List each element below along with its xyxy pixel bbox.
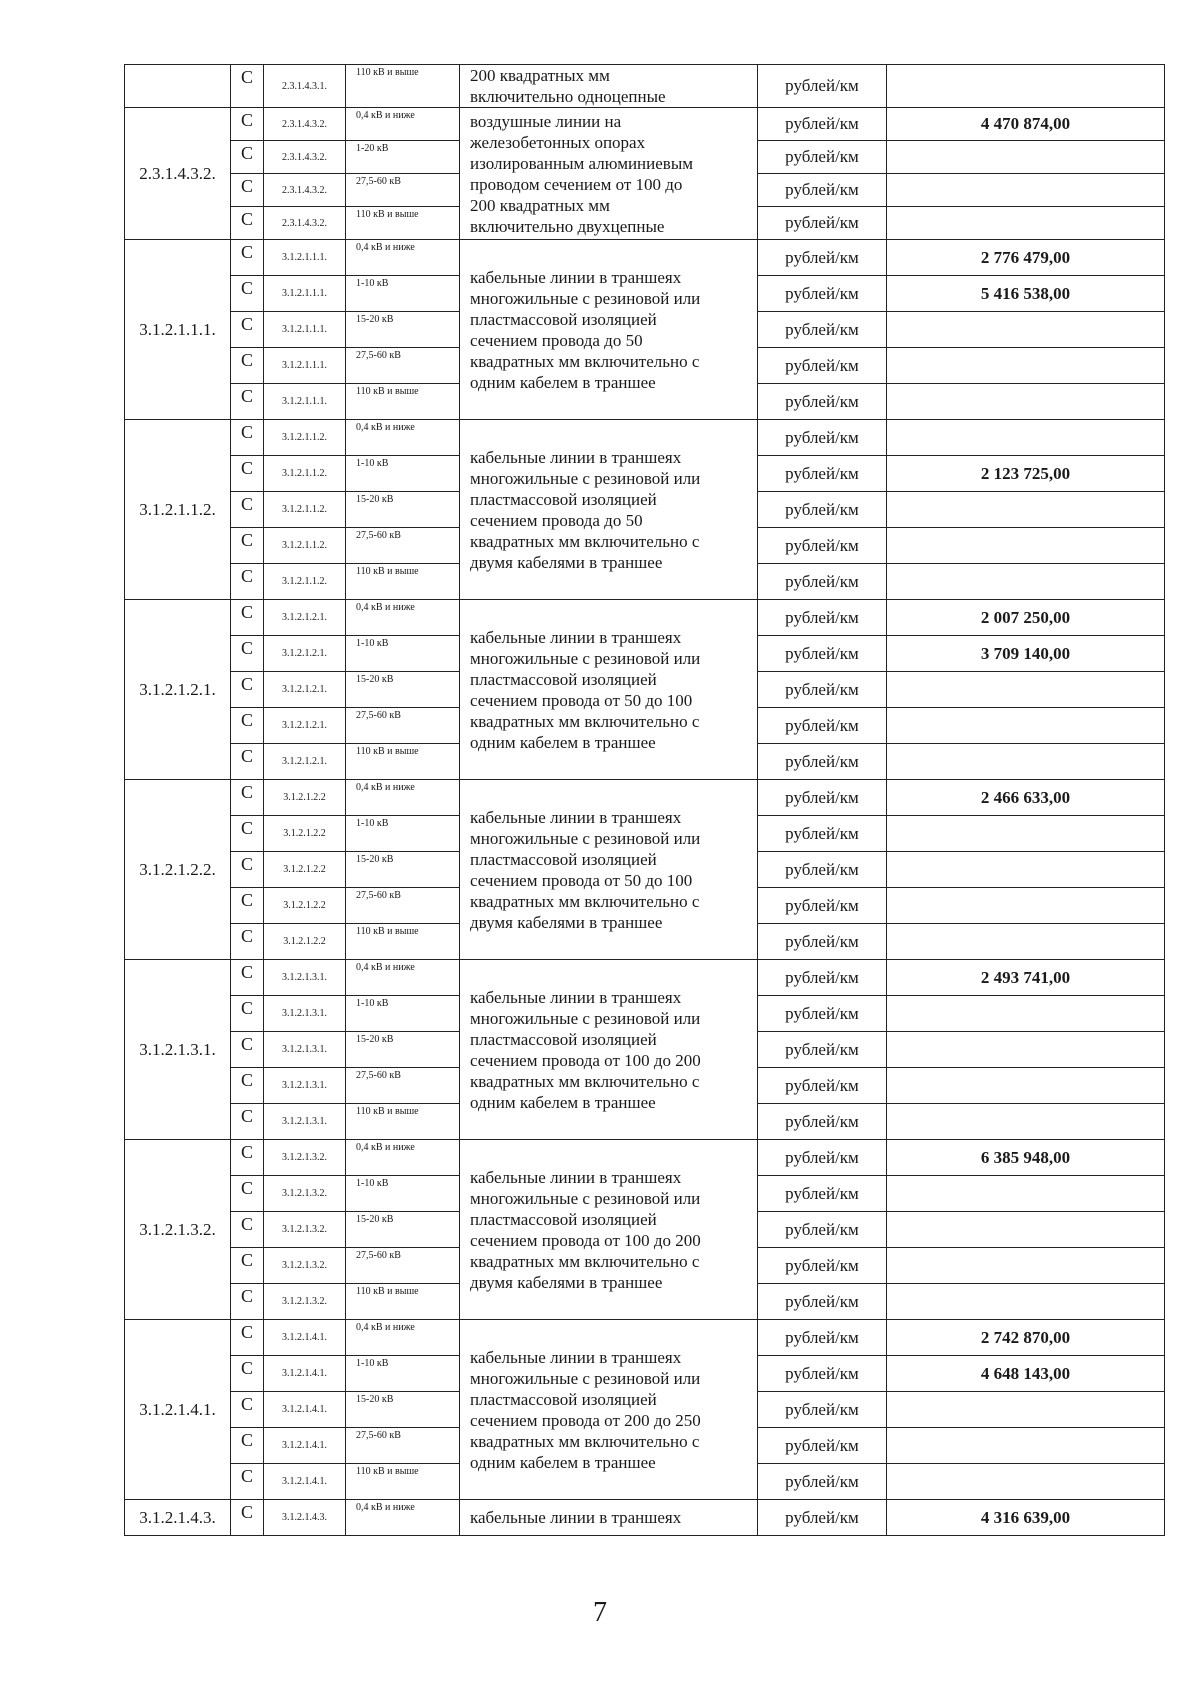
sub-code-cell: 3.1.2.1.4.1. bbox=[264, 1356, 346, 1392]
item-code-cell: 3.1.2.1.1.1. bbox=[125, 240, 231, 420]
unit-cell: рублей/км bbox=[758, 348, 887, 384]
description-line: пластмассовой изоляцией bbox=[470, 309, 657, 329]
tariff-table bbox=[124, 64, 1165, 1536]
unit-cell: рублей/км bbox=[758, 708, 887, 744]
price-value-cell: 2 742 870,00 bbox=[887, 1320, 1165, 1356]
description-cell bbox=[460, 1140, 758, 1320]
unit-cell: рублей/км bbox=[758, 276, 887, 312]
price-value-cell bbox=[887, 708, 1165, 744]
description-line: сечением провода от 50 до 100 bbox=[470, 690, 693, 710]
sub-code-cell: 3.1.2.1.4.3. bbox=[264, 1500, 346, 1536]
description-cell bbox=[460, 108, 758, 240]
sub-code-cell: 3.1.2.1.4.1. bbox=[264, 1464, 346, 1500]
description-line: кабельные линии в траншеях bbox=[470, 1167, 682, 1187]
table-row bbox=[125, 240, 1165, 276]
category-cell: С bbox=[231, 420, 264, 456]
voltage-cell: 110 кВ и выше bbox=[346, 564, 460, 600]
description-line: сечением провода от 100 до 200 bbox=[470, 1050, 701, 1070]
unit-cell: рублей/км bbox=[758, 1320, 887, 1356]
description-line: сечением провода до 50 bbox=[470, 510, 643, 530]
description-line: кабельные линии в траншеях bbox=[470, 627, 682, 647]
unit-cell: рублей/км bbox=[758, 312, 887, 348]
category-cell: С bbox=[231, 744, 264, 780]
sub-code-cell: 3.1.2.1.4.1. bbox=[264, 1392, 346, 1428]
voltage-cell: 27,5-60 кВ bbox=[346, 528, 460, 564]
item-code-cell: 2.3.1.4.3.2. bbox=[125, 108, 231, 240]
category-cell: С bbox=[231, 1392, 264, 1428]
unit-cell: рублей/км bbox=[758, 108, 887, 141]
price-value-cell: 4 470 874,00 bbox=[887, 108, 1165, 141]
description-line: многожильные с резиновой или bbox=[470, 828, 701, 848]
unit-cell: рублей/км bbox=[758, 174, 887, 207]
table-row bbox=[125, 600, 1165, 636]
voltage-cell: 0,4 кВ и ниже bbox=[346, 420, 460, 456]
category-cell: С bbox=[231, 852, 264, 888]
category-cell: С bbox=[231, 141, 264, 174]
category-cell: С bbox=[231, 1032, 264, 1068]
price-value-cell bbox=[887, 888, 1165, 924]
price-value-cell bbox=[887, 384, 1165, 420]
unit-cell: рублей/км bbox=[758, 240, 887, 276]
description-cell bbox=[460, 960, 758, 1140]
description-line: пластмассовой изоляцией bbox=[470, 489, 657, 509]
description-cell bbox=[460, 1500, 758, 1536]
unit-cell: рублей/км bbox=[758, 1500, 887, 1536]
description-line: сечением провода до 50 bbox=[470, 330, 643, 350]
item-code-cell: 3.1.2.1.3.2. bbox=[125, 1140, 231, 1320]
description-line: кабельные линии в траншеях bbox=[470, 1508, 682, 1527]
sub-code-cell: 3.1.2.1.2.2 bbox=[264, 888, 346, 924]
description-cell bbox=[460, 65, 758, 108]
category-cell: С bbox=[231, 528, 264, 564]
description-line: 200 квадратных мм bbox=[470, 66, 610, 85]
voltage-cell: 15-20 кВ bbox=[346, 312, 460, 348]
voltage-cell: 1-20 кВ bbox=[346, 141, 460, 174]
category-cell: С bbox=[231, 174, 264, 207]
voltage-cell: 1-10 кВ bbox=[346, 816, 460, 852]
category-cell: С bbox=[231, 1464, 264, 1500]
sub-code-cell: 2.3.1.4.3.2. bbox=[264, 141, 346, 174]
description-line: одним кабелем в траншее bbox=[470, 1092, 656, 1112]
description-line: 200 квадратных мм bbox=[470, 195, 610, 215]
unit-cell: рублей/км bbox=[758, 600, 887, 636]
description-line: воздушные линии на bbox=[470, 111, 622, 131]
table-row bbox=[125, 108, 1165, 141]
sub-code-cell: 3.1.2.1.1.1. bbox=[264, 276, 346, 312]
voltage-cell: 1-10 кВ bbox=[346, 1356, 460, 1392]
description-line: пластмассовой изоляцией bbox=[470, 1389, 657, 1409]
description-line: одним кабелем в траншее bbox=[470, 1452, 656, 1472]
description-cell bbox=[460, 600, 758, 780]
price-value-cell: 2 123 725,00 bbox=[887, 456, 1165, 492]
voltage-cell: 27,5-60 кВ bbox=[346, 708, 460, 744]
description-line: квадратных мм включительно с bbox=[470, 351, 700, 371]
category-cell: С bbox=[231, 207, 264, 240]
unit-cell: рублей/км bbox=[758, 996, 887, 1032]
voltage-cell: 27,5-60 кВ bbox=[346, 1068, 460, 1104]
sub-code-cell: 3.1.2.1.1.1. bbox=[264, 384, 346, 420]
unit-cell: рублей/км bbox=[758, 492, 887, 528]
description-line: двумя кабелями в траншее bbox=[470, 1272, 663, 1292]
price-value-cell bbox=[887, 207, 1165, 240]
category-cell: С bbox=[231, 1248, 264, 1284]
description-line: проводом сечением от 100 до bbox=[470, 174, 683, 194]
category-cell: С bbox=[231, 492, 264, 528]
sub-code-cell: 2.3.1.4.3.2. bbox=[264, 174, 346, 207]
sub-code-cell: 3.1.2.1.1.2. bbox=[264, 564, 346, 600]
description-line: включительно двухцепные bbox=[470, 216, 665, 236]
item-code-cell: 3.1.2.1.4.1. bbox=[125, 1320, 231, 1500]
price-value-cell bbox=[887, 1104, 1165, 1140]
unit-cell: рублей/км bbox=[758, 384, 887, 420]
unit-cell: рублей/км bbox=[758, 816, 887, 852]
table-row bbox=[125, 65, 1165, 108]
category-cell: С bbox=[231, 1212, 264, 1248]
unit-cell: рублей/км bbox=[758, 528, 887, 564]
unit-cell: рублей/км bbox=[758, 141, 887, 174]
sub-code-cell: 3.1.2.1.1.2. bbox=[264, 492, 346, 528]
category-cell: С bbox=[231, 1320, 264, 1356]
price-value-cell: 2 493 741,00 bbox=[887, 960, 1165, 996]
description-line: кабельные линии в траншеях bbox=[470, 267, 682, 287]
price-value-cell: 5 416 538,00 bbox=[887, 276, 1165, 312]
description-line: кабельные линии в траншеях bbox=[470, 1347, 682, 1367]
voltage-cell: 0,4 кВ и ниже bbox=[346, 1140, 460, 1176]
price-value-cell bbox=[887, 312, 1165, 348]
sub-code-cell: 3.1.2.1.3.1. bbox=[264, 960, 346, 996]
description-line: пластмассовой изоляцией bbox=[470, 1029, 657, 1049]
price-value-cell: 2 466 633,00 bbox=[887, 780, 1165, 816]
category-cell: С bbox=[231, 816, 264, 852]
category-cell: С bbox=[231, 1068, 264, 1104]
price-value-cell bbox=[887, 744, 1165, 780]
unit-cell: рублей/км bbox=[758, 1428, 887, 1464]
sub-code-cell: 3.1.2.1.1.2. bbox=[264, 528, 346, 564]
price-value-cell bbox=[887, 1212, 1165, 1248]
voltage-cell: 110 кВ и выше bbox=[346, 1464, 460, 1500]
voltage-cell: 27,5-60 кВ bbox=[346, 348, 460, 384]
price-value-cell bbox=[887, 420, 1165, 456]
unit-cell: рублей/км bbox=[758, 564, 887, 600]
unit-cell: рублей/км bbox=[758, 852, 887, 888]
sub-code-cell: 3.1.2.1.3.1. bbox=[264, 1068, 346, 1104]
unit-cell: рублей/км bbox=[758, 672, 887, 708]
sub-code-cell: 3.1.2.1.4.1. bbox=[264, 1320, 346, 1356]
description-line: изолированным алюминиевым bbox=[470, 153, 694, 173]
price-value-cell bbox=[887, 924, 1165, 960]
price-value-cell bbox=[887, 141, 1165, 174]
description-line: пластмассовой изоляцией bbox=[470, 669, 657, 689]
unit-cell: рублей/км bbox=[758, 1032, 887, 1068]
price-value-cell bbox=[887, 1392, 1165, 1428]
unit-cell: рублей/км bbox=[758, 1068, 887, 1104]
voltage-cell: 110 кВ и выше bbox=[346, 207, 460, 240]
category-cell: С bbox=[231, 1140, 264, 1176]
description-line: многожильные с резиновой или bbox=[470, 1368, 701, 1388]
voltage-cell: 15-20 кВ bbox=[346, 492, 460, 528]
voltage-cell: 1-10 кВ bbox=[346, 1176, 460, 1212]
unit-cell: рублей/км bbox=[758, 960, 887, 996]
description-line: железобетонных опорах bbox=[470, 132, 646, 152]
unit-cell: рублей/км bbox=[758, 420, 887, 456]
sub-code-cell: 3.1.2.1.2.2 bbox=[264, 852, 346, 888]
description-line: кабельные линии в траншеях bbox=[470, 447, 682, 467]
category-cell: С bbox=[231, 348, 264, 384]
voltage-cell: 15-20 кВ bbox=[346, 672, 460, 708]
price-value-cell bbox=[887, 1464, 1165, 1500]
page-number: 7 bbox=[593, 1597, 607, 1628]
voltage-cell: 0,4 кВ и ниже bbox=[346, 1500, 460, 1536]
category-cell: С bbox=[231, 708, 264, 744]
category-cell: С bbox=[231, 384, 264, 420]
description-cell bbox=[460, 240, 758, 420]
voltage-cell: 15-20 кВ bbox=[346, 1032, 460, 1068]
voltage-cell: 27,5-60 кВ bbox=[346, 174, 460, 207]
price-value-cell bbox=[887, 528, 1165, 564]
unit-cell: рублей/км bbox=[758, 456, 887, 492]
description-line: двумя кабелями в траншее bbox=[470, 552, 663, 572]
unit-cell: рублей/км bbox=[758, 1392, 887, 1428]
category-cell: С bbox=[231, 65, 264, 108]
voltage-cell: 110 кВ и выше bbox=[346, 924, 460, 960]
item-code-cell: 3.1.2.1.4.3. bbox=[125, 1500, 231, 1536]
description-line: пластмассовой изоляцией bbox=[470, 849, 657, 869]
item-code-cell: 3.1.2.1.2.2. bbox=[125, 780, 231, 960]
category-cell: С bbox=[231, 1500, 264, 1536]
unit-cell: рублей/км bbox=[758, 1284, 887, 1320]
sub-code-cell: 3.1.2.1.3.2. bbox=[264, 1248, 346, 1284]
price-value-cell bbox=[887, 564, 1165, 600]
sub-code-cell: 3.1.2.1.2.1. bbox=[264, 636, 346, 672]
category-cell: С bbox=[231, 276, 264, 312]
voltage-cell: 0,4 кВ и ниже bbox=[346, 108, 460, 141]
price-value-cell bbox=[887, 492, 1165, 528]
table-row bbox=[125, 1500, 1165, 1536]
price-value-cell: 2 007 250,00 bbox=[887, 600, 1165, 636]
table-row bbox=[125, 960, 1165, 996]
description-line: квадратных мм включительно с bbox=[470, 891, 700, 911]
price-value-cell bbox=[887, 1428, 1165, 1464]
description-line: квадратных мм включительно с bbox=[470, 1431, 700, 1451]
sub-code-cell: 2.3.1.4.3.2. bbox=[264, 108, 346, 141]
voltage-cell: 1-10 кВ bbox=[346, 996, 460, 1032]
price-value-cell bbox=[887, 1176, 1165, 1212]
voltage-cell: 27,5-60 кВ bbox=[346, 888, 460, 924]
category-cell: С bbox=[231, 1176, 264, 1212]
voltage-cell: 110 кВ и выше bbox=[346, 1104, 460, 1140]
sub-code-cell: 3.1.2.1.3.1. bbox=[264, 996, 346, 1032]
voltage-cell: 1-10 кВ bbox=[346, 276, 460, 312]
voltage-cell: 0,4 кВ и ниже bbox=[346, 960, 460, 996]
price-value-cell bbox=[887, 65, 1165, 108]
category-cell: С bbox=[231, 1428, 264, 1464]
voltage-cell: 110 кВ и выше bbox=[346, 65, 460, 108]
unit-cell: рублей/км bbox=[758, 1464, 887, 1500]
category-cell: С bbox=[231, 636, 264, 672]
voltage-cell: 0,4 кВ и ниже bbox=[346, 240, 460, 276]
category-cell: С bbox=[231, 888, 264, 924]
price-value-cell: 4 648 143,00 bbox=[887, 1356, 1165, 1392]
description-line: многожильные с резиновой или bbox=[470, 468, 701, 488]
unit-cell: рублей/км bbox=[758, 1248, 887, 1284]
sub-code-cell: 3.1.2.1.2.1. bbox=[264, 744, 346, 780]
sub-code-cell: 3.1.2.1.3.2. bbox=[264, 1212, 346, 1248]
description-line: квадратных мм включительно с bbox=[470, 1251, 700, 1271]
category-cell: С bbox=[231, 1104, 264, 1140]
voltage-cell: 15-20 кВ bbox=[346, 1392, 460, 1428]
unit-cell: рублей/км bbox=[758, 780, 887, 816]
voltage-cell: 0,4 кВ и ниже bbox=[346, 780, 460, 816]
tariff-table-sheet bbox=[124, 64, 1164, 1544]
description-line: пластмассовой изоляцией bbox=[470, 1209, 657, 1229]
description-cell bbox=[460, 1320, 758, 1500]
sub-code-cell: 3.1.2.1.2.1. bbox=[264, 600, 346, 636]
description-line: квадратных мм включительно с bbox=[470, 711, 700, 731]
unit-cell: рублей/км bbox=[758, 744, 887, 780]
description-cell bbox=[460, 420, 758, 600]
price-value-cell bbox=[887, 348, 1165, 384]
unit-cell: рублей/км bbox=[758, 1356, 887, 1392]
sub-code-cell: 3.1.2.1.4.1. bbox=[264, 1428, 346, 1464]
unit-cell: рублей/км bbox=[758, 1104, 887, 1140]
description-line: одним кабелем в траншее bbox=[470, 372, 656, 392]
sub-code-cell: 3.1.2.1.2.2 bbox=[264, 780, 346, 816]
price-value-cell bbox=[887, 1068, 1165, 1104]
description-line: двумя кабелями в траншее bbox=[470, 912, 663, 932]
sub-code-cell: 3.1.2.1.3.2. bbox=[264, 1176, 346, 1212]
price-value-cell: 2 776 479,00 bbox=[887, 240, 1165, 276]
sub-code-cell: 3.1.2.1.3.2. bbox=[264, 1284, 346, 1320]
category-cell: С bbox=[231, 672, 264, 708]
unit-cell: рублей/км bbox=[758, 636, 887, 672]
category-cell: С bbox=[231, 996, 264, 1032]
description-line: кабельные линии в траншеях bbox=[470, 987, 682, 1007]
table-row bbox=[125, 1140, 1165, 1176]
price-value-cell bbox=[887, 1032, 1165, 1068]
unit-cell: рублей/км bbox=[758, 1176, 887, 1212]
sub-code-cell: 2.3.1.4.3.2. bbox=[264, 207, 346, 240]
sub-code-cell: 3.1.2.1.3.1. bbox=[264, 1032, 346, 1068]
voltage-cell: 15-20 кВ bbox=[346, 852, 460, 888]
category-cell: С bbox=[231, 564, 264, 600]
table-row bbox=[125, 780, 1165, 816]
unit-cell: рублей/км bbox=[758, 1140, 887, 1176]
voltage-cell: 27,5-60 кВ bbox=[346, 1248, 460, 1284]
sub-code-cell: 3.1.2.1.1.1. bbox=[264, 240, 346, 276]
voltage-cell: 0,4 кВ и ниже bbox=[346, 1320, 460, 1356]
category-cell: С bbox=[231, 1284, 264, 1320]
sub-code-cell: 3.1.2.1.3.2. bbox=[264, 1140, 346, 1176]
unit-cell: рублей/км bbox=[758, 65, 887, 108]
unit-cell: рублей/км bbox=[758, 924, 887, 960]
price-value-cell bbox=[887, 996, 1165, 1032]
description-line: многожильные с резиновой или bbox=[470, 1008, 701, 1028]
voltage-cell: 0,4 кВ и ниже bbox=[346, 600, 460, 636]
sub-code-cell: 3.1.2.1.1.2. bbox=[264, 456, 346, 492]
sub-code-cell: 3.1.2.1.1.2. bbox=[264, 420, 346, 456]
description-line: многожильные с резиновой или bbox=[470, 1188, 701, 1208]
voltage-cell: 1-10 кВ bbox=[346, 636, 460, 672]
voltage-cell: 110 кВ и выше bbox=[346, 744, 460, 780]
sub-code-cell: 2.3.1.4.3.1. bbox=[264, 65, 346, 108]
sub-code-cell: 3.1.2.1.2.2 bbox=[264, 924, 346, 960]
price-value-cell: 4 316 639,00 bbox=[887, 1500, 1165, 1536]
item-code-cell: 3.1.2.1.2.1. bbox=[125, 600, 231, 780]
price-value-cell bbox=[887, 852, 1165, 888]
description-line: одним кабелем в траншее bbox=[470, 732, 656, 752]
description-line: квадратных мм включительно с bbox=[470, 1071, 700, 1091]
category-cell: С bbox=[231, 1356, 264, 1392]
description-line: многожильные с резиновой или bbox=[470, 648, 701, 668]
description-cell bbox=[460, 780, 758, 960]
price-value-cell bbox=[887, 174, 1165, 207]
voltage-cell: 15-20 кВ bbox=[346, 1212, 460, 1248]
sub-code-cell: 3.1.2.1.1.1. bbox=[264, 348, 346, 384]
category-cell: С bbox=[231, 312, 264, 348]
category-cell: С bbox=[231, 108, 264, 141]
sub-code-cell: 3.1.2.1.1.1. bbox=[264, 312, 346, 348]
description-line: сечением провода от 50 до 100 bbox=[470, 870, 693, 890]
table-row bbox=[125, 1320, 1165, 1356]
price-value-cell bbox=[887, 816, 1165, 852]
price-value-cell bbox=[887, 1284, 1165, 1320]
category-cell: С bbox=[231, 456, 264, 492]
unit-cell: рублей/км bbox=[758, 207, 887, 240]
description-line: включительно одноцепные bbox=[470, 87, 666, 106]
category-cell: С bbox=[231, 960, 264, 996]
sub-code-cell: 3.1.2.1.3.1. bbox=[264, 1104, 346, 1140]
description-line: многожильные с резиновой или bbox=[470, 288, 701, 308]
description-line: сечением провода от 200 до 250 bbox=[470, 1410, 701, 1430]
item-code-cell bbox=[125, 65, 231, 108]
table-body bbox=[125, 65, 1165, 1536]
price-value-cell: 3 709 140,00 bbox=[887, 636, 1165, 672]
unit-cell: рублей/км bbox=[758, 888, 887, 924]
description-line: квадратных мм включительно с bbox=[470, 531, 700, 551]
description-line: сечением провода от 100 до 200 bbox=[470, 1230, 701, 1250]
category-cell: С bbox=[231, 780, 264, 816]
price-value-cell bbox=[887, 1248, 1165, 1284]
voltage-cell: 110 кВ и выше bbox=[346, 384, 460, 420]
item-code-cell: 3.1.2.1.1.2. bbox=[125, 420, 231, 600]
unit-cell: рублей/км bbox=[758, 1212, 887, 1248]
voltage-cell: 1-10 кВ bbox=[346, 456, 460, 492]
category-cell: С bbox=[231, 924, 264, 960]
sub-code-cell: 3.1.2.1.2.1. bbox=[264, 672, 346, 708]
item-code-cell: 3.1.2.1.3.1. bbox=[125, 960, 231, 1140]
price-value-cell bbox=[887, 672, 1165, 708]
voltage-cell: 110 кВ и выше bbox=[346, 1284, 460, 1320]
voltage-cell: 27,5-60 кВ bbox=[346, 1428, 460, 1464]
sub-code-cell: 3.1.2.1.2.1. bbox=[264, 708, 346, 744]
table-row bbox=[125, 420, 1165, 456]
category-cell: С bbox=[231, 600, 264, 636]
price-value-cell: 6 385 948,00 bbox=[887, 1140, 1165, 1176]
category-cell: С bbox=[231, 240, 264, 276]
sub-code-cell: 3.1.2.1.2.2 bbox=[264, 816, 346, 852]
description-line: кабельные линии в траншеях bbox=[470, 807, 682, 827]
